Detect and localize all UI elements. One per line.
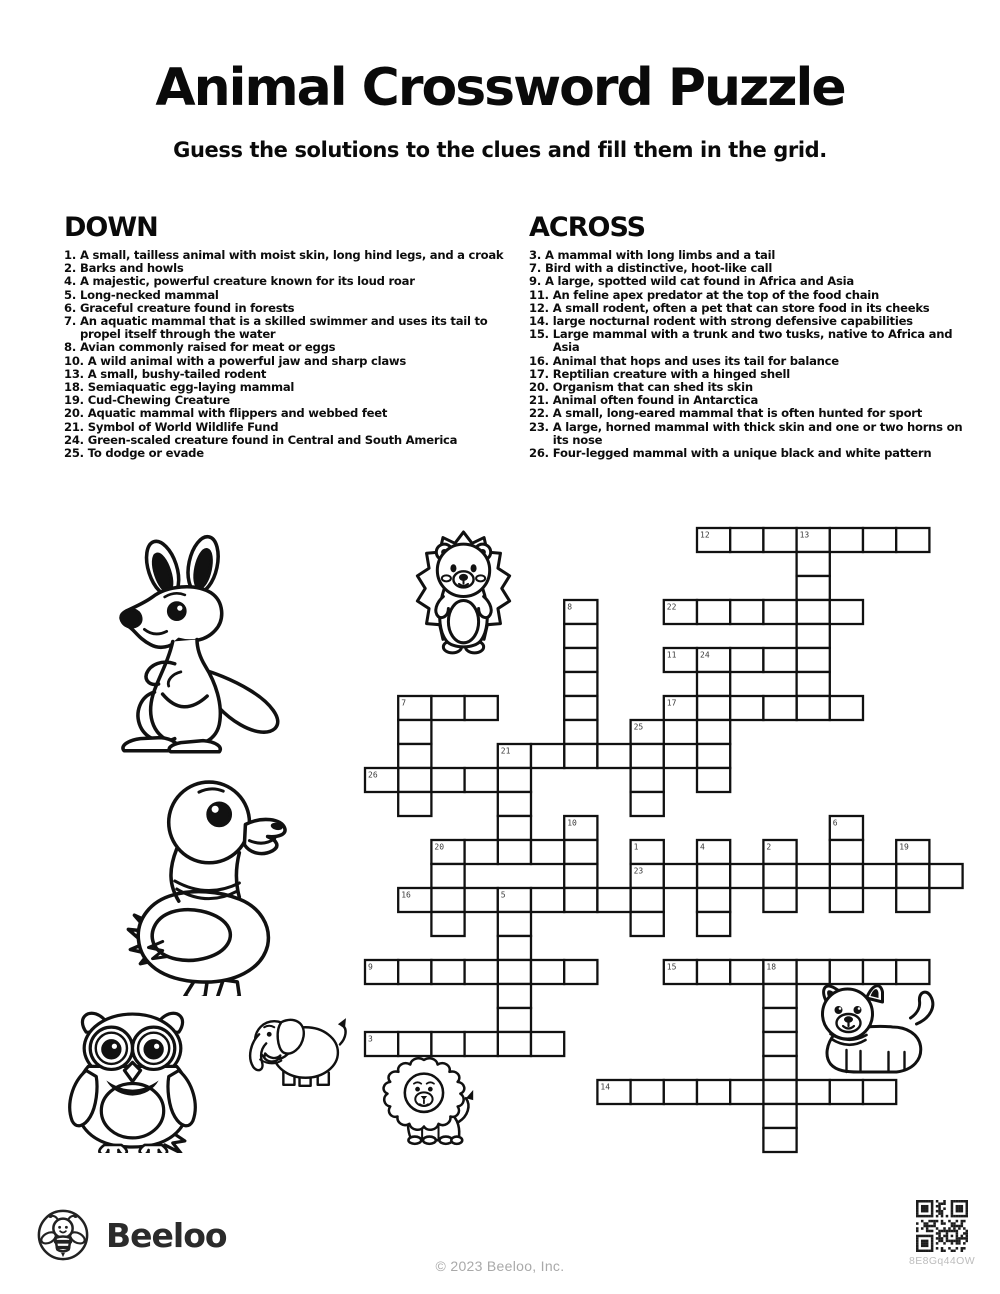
- clue-text: To dodge or evade: [87, 446, 204, 461]
- grid-cell: [763, 864, 796, 888]
- grid-cell: [398, 744, 431, 768]
- grid-cell: [664, 744, 697, 768]
- clue-number: 18.: [64, 380, 84, 395]
- grid-cell: [465, 768, 498, 792]
- clue-item: [64, 315, 512, 341]
- clue-number: 16.: [529, 353, 549, 368]
- grid-cell: [763, 696, 796, 720]
- grid-cell: [929, 864, 962, 888]
- lion-illustration: [382, 1054, 475, 1148]
- clue-number: 17.: [529, 366, 549, 381]
- grid-cell: [631, 912, 664, 936]
- grid-cell: [896, 888, 929, 912]
- clue-number: 21.: [529, 393, 549, 408]
- grid-cell: [664, 864, 697, 888]
- grid-number: 24: [700, 650, 710, 660]
- dog-illustration: [800, 982, 946, 1074]
- elephant-illustration: [247, 1012, 348, 1091]
- grid-cell: [564, 960, 597, 984]
- clue-text: Animal often found in Antarctica: [552, 393, 759, 408]
- grid-number: 17: [666, 698, 677, 708]
- grid-cell: [398, 960, 431, 984]
- grid-cell: [697, 696, 730, 720]
- grid-cell: [697, 744, 730, 768]
- grid-cell: [431, 888, 464, 912]
- page-title: Animal Crossword Puzzle: [155, 58, 845, 118]
- clue-item: [529, 328, 971, 354]
- grid-cell: [830, 1080, 863, 1104]
- clue-item: [529, 407, 971, 420]
- clue-text: An aquatic mammal that is a skilled swimmer and uses its tail to propel itself through the water: [79, 314, 488, 342]
- grid-cell: [597, 888, 630, 912]
- grid-cell: [797, 960, 830, 984]
- grid-cell: [830, 960, 863, 984]
- grid-number: 11: [666, 650, 677, 660]
- grid-cell: [763, 600, 796, 624]
- grid-cell: [465, 960, 498, 984]
- grid-number: 7: [401, 698, 407, 708]
- clue-text: Large mammal with a trunk and two tusks, native to Africa and Asia: [552, 327, 953, 355]
- qr-code: [916, 1200, 968, 1252]
- grid-cell: [763, 528, 796, 552]
- grid-cell: [797, 696, 830, 720]
- qr-code-svg: [916, 1200, 968, 1252]
- grid-cell: [730, 600, 763, 624]
- grid-cell: [531, 960, 564, 984]
- clue-number: 24.: [64, 432, 84, 447]
- grid-cell: [531, 840, 564, 864]
- grid-number: 9: [368, 962, 373, 972]
- grid-cell: [863, 864, 896, 888]
- grid-number: 3: [368, 1034, 373, 1044]
- clue-item: [529, 355, 971, 368]
- grid-cell: [763, 648, 796, 672]
- clue-text: Cud-Chewing Creature: [87, 393, 230, 408]
- page-subtitle: Guess the solutions to the clues and fill them in the grid.: [173, 138, 827, 162]
- clue-text: A mammal with long limbs and a tail: [544, 248, 776, 262]
- clue-text: Semiaquatic egg-laying mammal: [87, 380, 295, 395]
- grid-number: 2: [766, 842, 772, 852]
- grid-cell: [797, 576, 830, 600]
- grid-cell: [564, 624, 597, 648]
- grid-cell: [863, 960, 896, 984]
- grid-number: 16: [401, 890, 411, 900]
- grid-cell: [730, 696, 763, 720]
- grid-cell: [498, 936, 531, 960]
- grid-number: 12: [700, 530, 710, 540]
- clue-text: A large, horned mammal with thick skin and one or two horns on its nose: [552, 419, 963, 447]
- clue-text: A small, bushy-tailed rodent: [87, 366, 267, 381]
- grid-number: 13: [799, 530, 810, 540]
- duck-illustration: [110, 776, 290, 996]
- grid-cell: [797, 672, 830, 696]
- clue-number: 15.: [529, 327, 549, 342]
- brand-name: Beeloo: [106, 1215, 227, 1255]
- grid-cell: [465, 696, 498, 720]
- grid-cell: [763, 984, 796, 1008]
- bee-icon: [36, 1208, 90, 1262]
- qr-code-label: 8E8Gq44OW: [908, 1255, 976, 1267]
- grid-cell: [431, 864, 464, 888]
- grid-cell: [597, 744, 630, 768]
- beeloo-logo: [36, 1208, 227, 1262]
- grid-cell: [498, 912, 531, 936]
- grid-cell: [763, 1080, 796, 1104]
- grid-cell: [697, 720, 730, 744]
- grid-cell: [398, 720, 431, 744]
- hedgehog-illustration: [412, 528, 515, 669]
- grid-cell: [763, 1032, 796, 1056]
- grid-cell: [763, 1008, 796, 1032]
- grid-cell: [763, 1128, 796, 1152]
- clue-item: [64, 341, 512, 354]
- grid-cell: [797, 864, 830, 888]
- clue-text: Organism that can shed its skin: [552, 380, 753, 395]
- grid-cell: [564, 840, 597, 864]
- grid-cell: [830, 888, 863, 912]
- grid-cell: [763, 888, 796, 912]
- grid-cell: [498, 840, 531, 864]
- grid-cell: [431, 912, 464, 936]
- grid-number: 15: [666, 962, 677, 972]
- grid-cell: [498, 1032, 531, 1056]
- grid-cell: [697, 912, 730, 936]
- grid-number: 26: [368, 770, 378, 780]
- clue-text: Avian commonly raised for meat or eggs: [79, 340, 336, 355]
- grid-cell: [730, 1080, 763, 1104]
- clue-number: 2.: [64, 261, 76, 276]
- clue-text: large nocturnal rodent with strong defensive capabilities: [552, 314, 913, 329]
- grid-cell: [498, 1008, 531, 1032]
- clue-number: 23.: [529, 419, 549, 434]
- kangaroo-illustration: [110, 530, 282, 755]
- grid-cell: [697, 888, 730, 912]
- grid-cell: [797, 552, 830, 576]
- clue-text: A wild animal with a powerful jaw and sharp claws: [87, 353, 407, 368]
- across-clues-section: [529, 212, 971, 460]
- clue-text: A small, tailless animal with moist skin, long hind legs, and a croak: [79, 248, 504, 262]
- grid-cell: [564, 864, 597, 888]
- clue-item: [64, 407, 512, 420]
- clue-number: 25.: [64, 446, 84, 461]
- clue-text: Green-scaled creature found in Central and South America: [87, 432, 458, 447]
- grid-cell: [564, 696, 597, 720]
- clue-number: 5.: [64, 287, 76, 302]
- grid-number: 22: [666, 602, 677, 612]
- clue-text: Aquatic mammal with flippers and webbed feet: [87, 406, 388, 421]
- clue-item: [529, 275, 971, 288]
- grid-cell: [498, 768, 531, 792]
- clue-item: [64, 275, 512, 288]
- grid-cell: [697, 864, 730, 888]
- grid-cell: [797, 648, 830, 672]
- clue-number: 7.: [64, 314, 76, 329]
- clue-text: A small, long-eared mammal that is often hunted for sport: [552, 406, 923, 421]
- grid-cell: [531, 888, 564, 912]
- clue-text: Barks and howls: [79, 261, 184, 276]
- grid-cell: [498, 984, 531, 1008]
- clue-text: Four-legged mammal with a unique black and white pattern: [552, 446, 932, 461]
- grid-cell: [431, 696, 464, 720]
- grid-cell: [797, 624, 830, 648]
- grid-number: 8: [567, 602, 573, 612]
- clue-number: 20.: [529, 380, 549, 395]
- clue-item: [64, 421, 512, 434]
- grid-cell: [763, 1104, 796, 1128]
- grid-cell: [730, 864, 763, 888]
- grid-number: 20: [434, 842, 445, 852]
- clue-number: 26.: [529, 446, 549, 461]
- clue-item: [529, 447, 971, 460]
- grid-cell: [465, 888, 498, 912]
- grid-cell: [465, 1032, 498, 1056]
- grid-number: 21: [500, 746, 511, 756]
- grid-cell: [498, 960, 531, 984]
- clue-number: 11.: [529, 287, 549, 302]
- grid-cell: [763, 1056, 796, 1080]
- clue-number: 13.: [64, 366, 84, 381]
- clue-item: [64, 289, 512, 302]
- grid-number: 25: [633, 722, 644, 732]
- grid-cell: [465, 840, 498, 864]
- across-heading: ACROSS: [529, 212, 646, 243]
- grid-cell: [863, 1080, 896, 1104]
- grid-cell: [564, 720, 597, 744]
- clue-item: [64, 355, 512, 368]
- grid-cell: [730, 648, 763, 672]
- across-clue-list: [529, 249, 971, 460]
- clue-item: [64, 447, 512, 460]
- clue-number: 8.: [64, 340, 76, 355]
- grid-cell: [697, 768, 730, 792]
- grid-cell: [531, 744, 564, 768]
- clue-item: [529, 421, 971, 447]
- clue-text: A small rodent, often a pet that can store food in its cheeks: [552, 300, 930, 315]
- grid-cell: [697, 1080, 730, 1104]
- grid-number: 10: [567, 818, 577, 828]
- grid-cell: [631, 768, 664, 792]
- grid-cell: [631, 744, 664, 768]
- clue-text: Graceful creature found in forests: [79, 300, 295, 315]
- grid-cell: [398, 768, 431, 792]
- clue-text: An feline apex predator at the top of the food chain: [552, 287, 879, 302]
- grid-cell: [664, 1080, 697, 1104]
- clue-text: Long-necked mammal: [79, 287, 219, 302]
- clue-text: A majestic, powerful creature known for its loud roar: [79, 274, 415, 289]
- clue-text: A large, spotted wild cat found in Africa and Asia: [544, 274, 854, 289]
- grid-cell: [631, 1080, 664, 1104]
- grid-cell: [830, 600, 863, 624]
- grid-number: 6: [832, 818, 838, 828]
- grid-cell: [564, 888, 597, 912]
- grid-cell: [398, 792, 431, 816]
- owl-illustration: [66, 1004, 199, 1153]
- grid-cell: [863, 528, 896, 552]
- grid-cell: [631, 888, 664, 912]
- grid-cell: [564, 648, 597, 672]
- clue-number: 14.: [529, 314, 549, 329]
- grid-number: 19: [899, 842, 909, 852]
- grid-number: 4: [700, 842, 705, 852]
- grid-cell: [797, 600, 830, 624]
- grid-cell: [896, 960, 929, 984]
- clue-number: 6.: [64, 300, 76, 315]
- clue-number: 12.: [529, 300, 549, 315]
- down-clues-section: [64, 212, 512, 460]
- grid-number: 14: [600, 1082, 611, 1092]
- clue-item: [529, 289, 971, 302]
- grid-number: 1: [633, 842, 639, 852]
- clue-number: 10.: [64, 353, 84, 368]
- clue-number: 20.: [64, 406, 84, 421]
- grid-number: 18: [766, 962, 777, 972]
- clue-number: 9.: [529, 274, 541, 289]
- grid-cell: [431, 768, 464, 792]
- grid-cell: [631, 792, 664, 816]
- clue-number: 22.: [529, 406, 549, 421]
- grid-cell: [730, 960, 763, 984]
- grid-cell: [697, 600, 730, 624]
- grid-cell: [830, 696, 863, 720]
- grid-cell: [830, 864, 863, 888]
- grid-cell: [730, 528, 763, 552]
- grid-cell: [697, 672, 730, 696]
- grid-cell: [564, 744, 597, 768]
- grid-cell: [498, 792, 531, 816]
- grid-cell: [896, 864, 929, 888]
- grid-cell: [797, 1080, 830, 1104]
- copyright-text: © 2023 Beeloo, Inc.: [435, 1258, 565, 1274]
- grid-cell: [431, 960, 464, 984]
- grid-cell: [431, 1032, 464, 1056]
- grid-number: 23: [633, 866, 644, 876]
- grid-cell: [564, 672, 597, 696]
- clue-text: Animal that hops and uses its tail for balance: [552, 353, 839, 368]
- grid-cell: [531, 1032, 564, 1056]
- clue-text: Reptilian creature with a hinged shell: [552, 366, 790, 381]
- grid-cell: [398, 1032, 431, 1056]
- clue-number: 1.: [64, 248, 76, 262]
- down-clue-list: [64, 249, 512, 460]
- grid-cell: [830, 840, 863, 864]
- grid-cell: [498, 816, 531, 840]
- grid-number: 5: [500, 890, 506, 900]
- clue-number: 7.: [529, 261, 541, 276]
- clue-number: 3.: [529, 248, 541, 262]
- clue-text: Symbol of World Wildlife Fund: [87, 419, 279, 434]
- grid-cell: [830, 528, 863, 552]
- down-heading: DOWN: [64, 212, 158, 243]
- clue-text: Bird with a distinctive, hoot-like call: [544, 261, 773, 276]
- grid-cell: [697, 960, 730, 984]
- clue-number: 4.: [64, 274, 76, 289]
- clue-number: 21.: [64, 419, 84, 434]
- clue-number: 19.: [64, 393, 84, 408]
- grid-cell: [896, 528, 929, 552]
